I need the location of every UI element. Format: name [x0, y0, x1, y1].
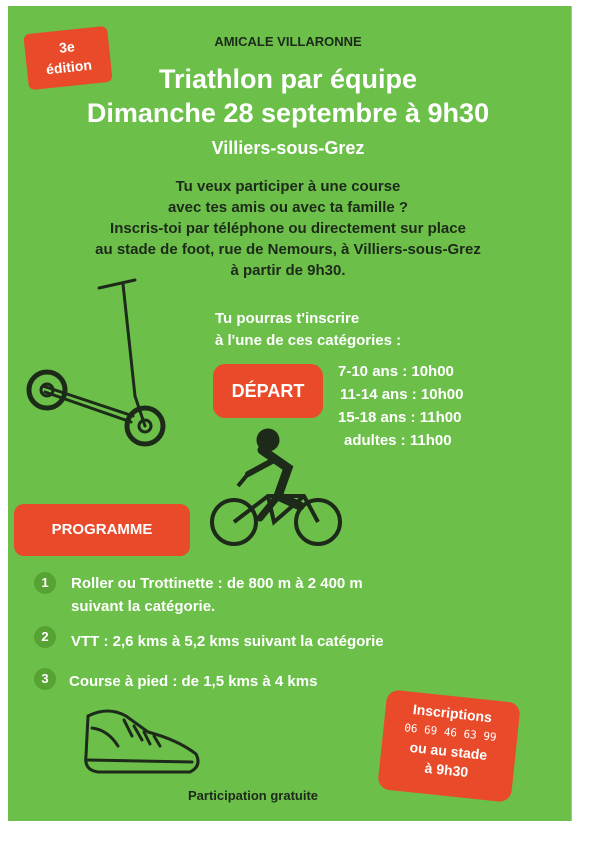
program-item-line: suivant la catégorie. — [71, 598, 216, 615]
schedule-item: 15-18 ans : 11h00 — [338, 409, 462, 426]
depart-badge: DÉPART — [213, 364, 323, 418]
schedule-item: adultes : 11h00 — [344, 432, 452, 449]
scooter-icon — [23, 276, 173, 456]
categories-intro-line: à l'une de ces catégories : — [215, 332, 402, 349]
categories-intro-line: Tu pourras t'inscrire — [215, 310, 360, 327]
program-item-line: Course à pied : de 1,5 kms à 4 kms — [69, 673, 318, 690]
intro-line: au stade de foot, rue de Nemours, à Villiers-sous-Grez — [95, 241, 481, 258]
intro-text — [28, 176, 548, 281]
program-item-line: Roller ou Trottinette : de 800 m à 2 400 m — [71, 575, 363, 592]
programme-badge: PROGRAMME — [14, 504, 190, 556]
event-title: Triathlon par équipe — [158, 64, 418, 94]
event-date: Dimanche 28 septembre à 9h30 — [86, 98, 490, 128]
program-number: 3 — [34, 668, 56, 690]
intro-line: avec tes amis ou avec ta famille ? — [167, 199, 409, 216]
inscriptions-title: Inscriptions — [412, 701, 493, 726]
categories-intro — [215, 308, 401, 352]
inscriptions-line: à 9h30 — [423, 759, 470, 781]
event-location: Villiers-sous-Grez — [211, 138, 365, 158]
organizer: AMICALE VILLARONNE — [214, 34, 362, 49]
footer-text: Participation gratuite — [188, 788, 319, 803]
program-number: 1 — [34, 572, 56, 594]
intro-line: Inscris-toi par téléphone ou directement sur place — [110, 220, 466, 237]
schedule-list — [338, 360, 463, 452]
program-item — [71, 572, 363, 618]
intro-line: Tu veux participer à une course — [175, 178, 401, 195]
edition-number: 3e — [58, 38, 76, 56]
sneaker-icon — [78, 696, 208, 786]
program-item — [69, 670, 317, 693]
schedule-item: 11-14 ans : 10h00 — [340, 386, 464, 403]
mountain-bike-icon — [208, 426, 348, 556]
inscriptions-phone: 06 69 46 63 99 — [403, 721, 498, 744]
program-item — [71, 630, 384, 653]
program-item-line: VTT : 2,6 kms à 5,2 kms suivant la catégorie — [71, 633, 384, 650]
schedule-item: 7-10 ans : 10h00 — [338, 363, 454, 380]
inscriptions-badge — [377, 689, 521, 802]
poster — [8, 6, 572, 821]
program-number: 2 — [34, 626, 56, 648]
intro-line: à partir de 9h30. — [230, 262, 346, 279]
inscriptions-line: ou au stade — [408, 738, 488, 763]
edition-label: édition — [45, 56, 93, 78]
